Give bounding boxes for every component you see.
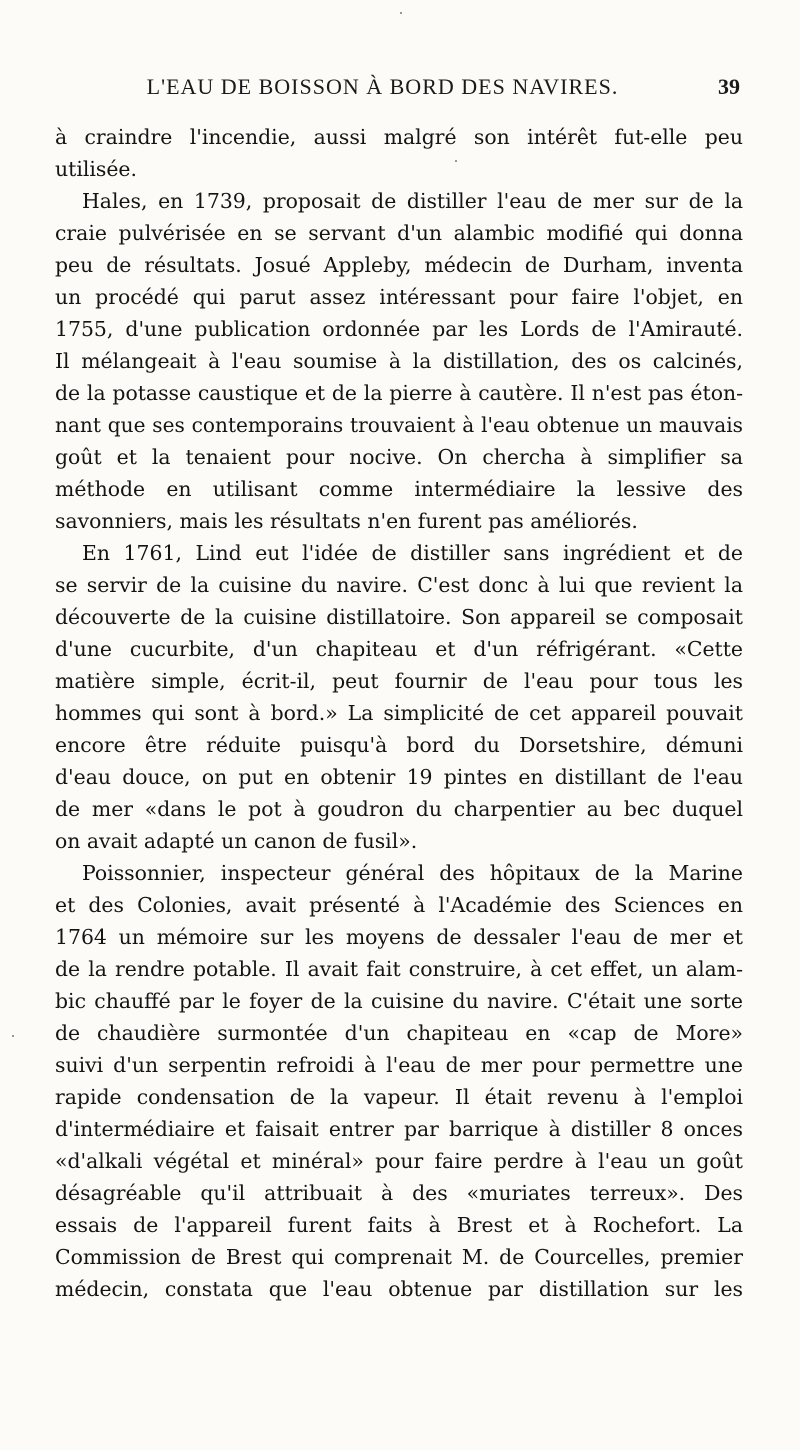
text-line: craie pulvérisée en se servant d'un alambic modifié qui donna <box>55 221 743 245</box>
text-line: Il mélangeait à l'eau soumise à la distillation, des os calcinés, <box>55 349 743 373</box>
text-line: un procédé qui parut assez intéressant pour faire l'objet, en <box>55 285 743 309</box>
text-line: méthode en utilisant comme intermédiaire la lessive des <box>55 477 743 501</box>
scan-speck <box>400 12 402 14</box>
text-line: suivi d'un serpentin refroidi à l'eau de mer pour permettre une <box>55 1053 743 1077</box>
running-title: L'EAU DE BOISSON À BORD DES NAVIRES. <box>146 74 619 99</box>
text-line: et des Colonies, avait présenté à l'Académie des Sciences en <box>55 893 743 917</box>
text-line: peu de résultats. Josué Appleby, médecin de Durham, inventa <box>55 253 743 277</box>
text-line: se servir de la cuisine du navire. C'est donc à lui que revient la <box>55 573 743 597</box>
text-line: d'eau douce, on put en obtenir 19 pintes en distillant de l'eau <box>55 765 743 789</box>
running-header <box>55 74 740 108</box>
text-line: Commission de Brest qui comprenait M. de Courcelles, premier <box>55 1245 743 1269</box>
text-line: utilisée. <box>55 157 137 181</box>
text-line: désagréable qu'il attribuait à des «muriates terreux». Des <box>55 1181 743 1205</box>
text-line: médecin, constata que l'eau obtenue par distillation sur les <box>55 1277 743 1301</box>
text-line: d'une cucurbite, d'un chapiteau et d'un réfrigérant. «Cette <box>55 637 743 661</box>
text-line: 1764 un mémoire sur les moyens de dessaler l'eau de mer et <box>55 925 743 949</box>
text-line: essais de l'appareil furent faits à Brest et à Rochefort. La <box>55 1213 743 1237</box>
text-line: nant que ses contemporains trouvaient à l'eau obtenue un mauvais <box>55 413 743 437</box>
scan-speck <box>12 1035 14 1037</box>
body-text <box>55 121 743 1305</box>
text-line: de mer «dans le pot à goudron du charpentier au bec duquel <box>55 797 743 821</box>
page-number: 39 <box>718 74 740 99</box>
text-line: de la rendre potable. Il avait fait construire, à cet effet, un alam- <box>55 957 743 981</box>
text-line: Hales, en 1739, proposait de distiller l'eau de mer sur de la <box>82 189 743 213</box>
text-line: «d'alkali végétal et minéral» pour faire perdre à l'eau un goût <box>55 1149 743 1173</box>
text-line: rapide condensation de la vapeur. Il était revenu à l'emploi <box>55 1085 743 1109</box>
text-line: de chaudière surmontée d'un chapiteau en «cap de More» <box>55 1021 743 1045</box>
text-line: 1755, d'une publication ordonnée par les Lords de l'Amirauté. <box>55 317 743 341</box>
text-line: d'intermédiaire et faisait entrer par barrique à distiller 8 onces <box>55 1117 743 1141</box>
text-line: à craindre l'incendie, aussi malgré son intérêt fut-elle peu <box>55 125 743 149</box>
text-line: découverte de la cuisine distillatoire. Son appareil se composait <box>55 605 743 629</box>
text-line: savonniers, mais les résultats n'en furent pas améliorés. <box>55 509 638 533</box>
text-line: on avait adapté un canon de fusil». <box>55 829 418 853</box>
text-line: hommes qui sont à bord.» La simplicité de cet appareil pouvait <box>55 701 743 725</box>
scan-speck <box>455 160 457 162</box>
text-line: goût et la tenaient pour nocive. On chercha à simplifier sa <box>55 445 743 469</box>
text-line: encore être réduite puisqu'à bord du Dorsetshire, démuni <box>55 733 743 757</box>
text-line: Poissonnier, inspecteur général des hôpitaux de la Marine <box>82 861 743 885</box>
text-line: En 1761, Lind eut l'idée de distiller sans ingrédient et de <box>82 541 743 565</box>
text-line: bic chauffé par le foyer de la cuisine du navire. C'était une sorte <box>55 989 743 1013</box>
text-line: matière simple, écrit-il, peut fournir de l'eau pour tous les <box>55 669 743 693</box>
text-line: de la potasse caustique et de la pierre à cautère. Il n'est pas éton- <box>55 381 743 405</box>
